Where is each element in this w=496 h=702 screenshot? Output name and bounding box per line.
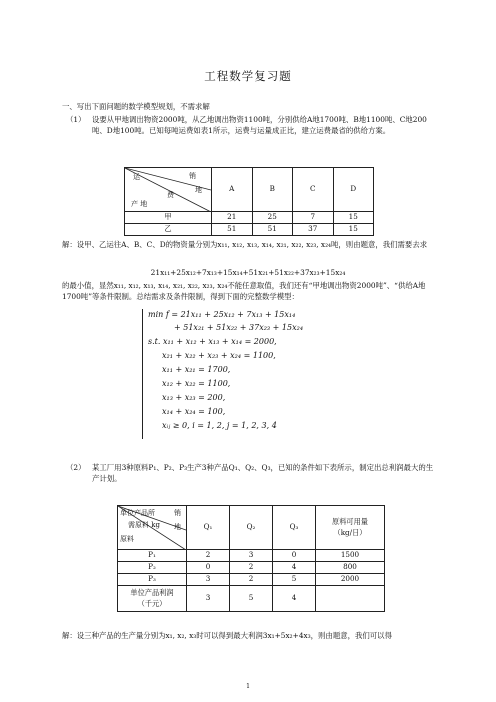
corner-label: 需原料 kg: [128, 521, 160, 529]
col-header: Q₃: [273, 506, 316, 550]
col-header: D: [333, 168, 374, 212]
col-header: 原料可用量（kg/日）: [316, 506, 385, 550]
corner-label: 单位产品所: [120, 509, 155, 517]
table-cell: 5: [230, 586, 273, 612]
problem-text: 某工厂用3种原料P₁、P₂、P₃生产3种产品Q₁、Q₂、Q₃，已知的条件如下表所示，制定出总利润最大的生产计划。: [92, 463, 434, 484]
objective-expression: 21x₁₁+25x₁₂+7x₁₃+15x₁₄+51x₂₁+51x₂₂+37x₂₃+15x₂₄: [150, 268, 346, 277]
table-row: [125, 212, 374, 224]
page-number: 1: [246, 683, 250, 690]
row-label: 甲: [125, 212, 212, 224]
table-row: [118, 550, 385, 562]
model-line: x₁₃ + x₂₃ = 200,: [162, 393, 226, 402]
row-label: 单位产品利润（千元）: [118, 586, 187, 612]
col-header: B: [252, 168, 293, 212]
page-title: 工程数学复习题: [204, 69, 292, 83]
solution-text: 解：设甲、乙运往A、B、C、D的物资量分别为x₁₁, x₁₂, x₁₃, x₁₄, x₂₁, x₂₂, x₂₃, x₂₄吨，则由题意，我们需要去求: [62, 240, 428, 249]
corner-label: 费: [167, 191, 174, 199]
table-cell: 3: [187, 586, 230, 612]
table-cell: 4: [273, 562, 316, 574]
table-cell: [316, 586, 385, 612]
table-cell: 4: [273, 586, 316, 612]
table-row: [118, 562, 385, 574]
model-line: min f = 21x₁₁ + 25x₁₂ + 7x₁₃ + 15x₁₄: [148, 310, 296, 319]
model-line: + 51x₂₁ + 51x₂₂ + 37x₂₃ + 15x₂₄: [174, 323, 304, 332]
table-cell: 0: [187, 562, 230, 574]
table-cell: 800: [316, 562, 385, 574]
table-cell: 25: [252, 212, 293, 224]
freight-table: [124, 167, 374, 236]
table-cell: 3: [230, 550, 273, 562]
table-cell: 2: [230, 574, 273, 586]
table-cell: 0: [273, 550, 316, 562]
model-line: x₂₁ + x₂₂ + x₂₃ + x₂₄ = 1100,: [162, 351, 276, 360]
col-header: Q₂: [230, 506, 273, 550]
model-line: x₁₄ + x₂₄ = 100,: [162, 407, 226, 416]
table-row: [118, 574, 385, 586]
corner-label: 销: [189, 172, 196, 180]
table-cell: 21: [212, 212, 253, 224]
table-cell: 15: [333, 212, 374, 224]
section-heading: 一、写出下面问题的数学模型规划，不需求解: [62, 102, 210, 111]
problem-text: 设要从甲地调出物资2000吨，从乙地调出物资1100吨，分别供给A地1700吨、B地1100吨、C地200吨、D地100吨。已知每吨运费如表1所示，运费与运量成正比，建立运费最省的供给方案。: [92, 115, 427, 136]
corner-label: 地: [174, 523, 181, 531]
problem-number: （2）: [66, 463, 86, 472]
model-line: s.t. x₁₁ + x₁₂ + x₁₃ + x₁₄ = 2000,: [148, 337, 277, 346]
solution-text: 的最小值，显然x₁₁, x₁₂, x₁₃, x₁₄, x₂₁, x₂₂, x₂₃, x₂₄不能任意取值，我们还有“甲地调出物资2000吨”、“供给A地1700吨”等条件限制。总结需求及条件限制，得到下面的完整数学模型：: [62, 281, 426, 302]
corner-label: 地: [195, 186, 202, 194]
row-label: 乙: [125, 223, 212, 235]
table-cell: 51: [252, 223, 293, 235]
model-brace: [142, 309, 143, 439]
model-line: xᵢⱼ ≥ 0, i = 1, 2, j = 1, 2, 3, 4: [162, 421, 277, 430]
table-cell: 2: [187, 550, 230, 562]
row-label: P₁: [118, 550, 187, 562]
corner-label: 原料: [120, 535, 134, 543]
row-label: P₃: [118, 574, 187, 586]
table-cell: 5: [273, 574, 316, 586]
table-cell: 2: [230, 562, 273, 574]
table-cell: 51: [212, 223, 253, 235]
solution-text: 解：设三种产品的生产量分别为x₁, x₂, x₃时可以得到最大利润3x₁+5x₂+4x₃，则由题意，我们可以得: [62, 631, 392, 640]
problem-number: （1）: [66, 115, 86, 124]
col-header: Q₁: [187, 506, 230, 550]
table-cell: 3: [187, 574, 230, 586]
table-corner-cell: [118, 506, 187, 550]
table-cell: 15: [333, 223, 374, 235]
table-cell: 37: [293, 223, 334, 235]
row-label: P₂: [118, 562, 187, 574]
production-table: [117, 505, 385, 612]
model-line: x₁₂ + x₂₂ = 1100,: [162, 379, 231, 388]
table-corner-cell: [125, 168, 212, 212]
table-cell: 7: [293, 212, 334, 224]
corner-label: 运: [133, 173, 140, 181]
table-row: [118, 586, 385, 612]
col-header: C: [293, 168, 334, 212]
corner-label: 销: [174, 509, 181, 517]
table-cell: 1500: [316, 550, 385, 562]
col-header: A: [212, 168, 253, 212]
model-line: x₁₁ + x₂₁ = 1700,: [162, 365, 231, 374]
table-row: [125, 223, 374, 235]
table-cell: 2000: [316, 574, 385, 586]
corner-label: 产 地: [131, 200, 148, 208]
